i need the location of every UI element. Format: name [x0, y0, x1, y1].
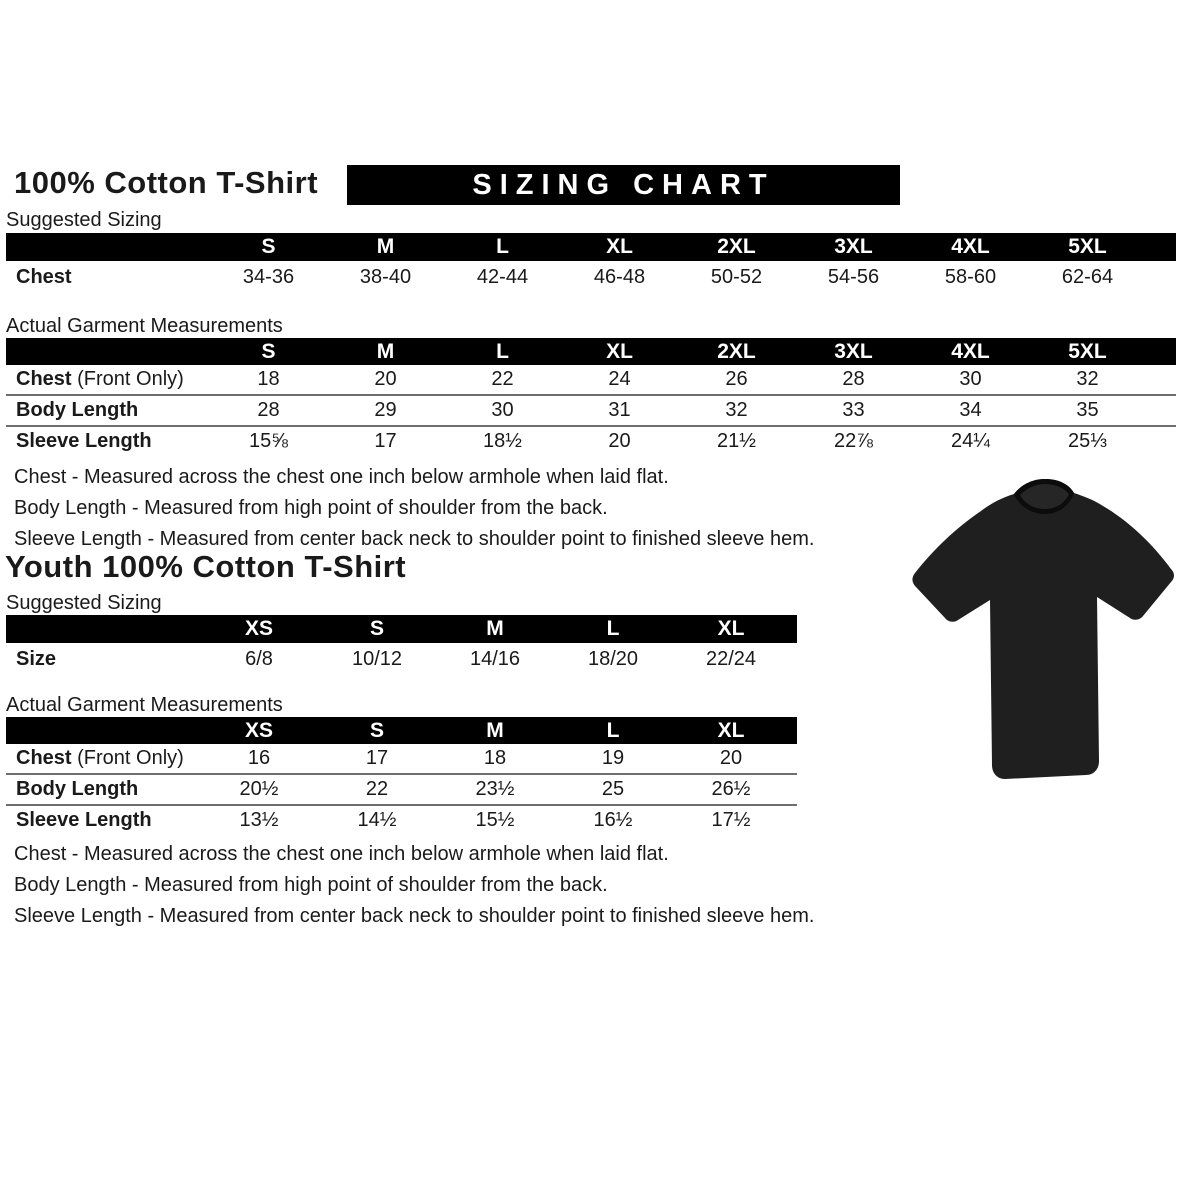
table-cell: 17 — [327, 426, 444, 456]
adult-actual-measurements-label: Actual Garment Measurements — [6, 315, 283, 337]
table-cell: 23½ — [436, 774, 554, 805]
row-label: Sleeve Length — [6, 805, 200, 835]
row-label: Sleeve Length — [6, 426, 210, 456]
row-label: Size — [16, 648, 57, 670]
header-cell-empty — [6, 338, 210, 365]
table-cell: 34-36 — [242, 266, 295, 288]
table-cell-spacer — [1146, 395, 1176, 426]
table-row-size — [6, 643, 797, 676]
table-cell-spacer — [1146, 426, 1176, 456]
header-row — [6, 717, 797, 744]
header-cell: S — [210, 338, 327, 365]
note-sleeve-length: Sleeve Length - Measured from center back neck to shoulder point to finished sleeve hem. — [14, 528, 815, 550]
youth-suggested-sizing-table — [6, 615, 797, 676]
table-cell: 16½ — [554, 805, 672, 835]
header-cell: XL — [672, 717, 790, 744]
header-row — [6, 615, 797, 643]
row-label: Chest (Front Only) — [16, 747, 184, 769]
table-cell-spacer — [790, 774, 797, 805]
tshirt-image — [893, 470, 1193, 810]
row-label: Body Length — [6, 774, 200, 805]
header-cell: 5XL — [1029, 233, 1146, 261]
table-row-body-length — [6, 774, 797, 805]
table-cell: 58-60 — [944, 266, 997, 288]
note-body-length: Body Length - Measured from high point of shoulder from the back. — [14, 497, 608, 519]
table-cell: 20 — [374, 368, 397, 390]
table-row-body-length — [6, 395, 1176, 426]
table-cell: 28 — [210, 395, 327, 426]
header-cell: L — [444, 338, 561, 365]
table-cell: 20½ — [200, 774, 318, 805]
header-cell-empty — [6, 615, 200, 643]
table-cell: 21½ — [678, 426, 795, 456]
table-row — [6, 261, 1176, 294]
table-cell: 18½ — [444, 426, 561, 456]
adult-actual-measurements-table — [6, 338, 1176, 456]
table-cell: 10/12 — [351, 648, 403, 670]
table-cell: 50-52 — [710, 266, 763, 288]
table-cell: 30 — [444, 395, 561, 426]
table-cell: 25⅓ — [1029, 426, 1146, 456]
table-cell: 22⅞ — [795, 426, 912, 456]
table-cell: 20 — [719, 747, 743, 769]
header-cell: 3XL — [795, 338, 912, 365]
table-cell: 29 — [327, 395, 444, 426]
table-cell: 42-44 — [476, 266, 529, 288]
table-cell: 54-56 — [827, 266, 880, 288]
header-cell: S — [318, 615, 436, 643]
header-cell: XL — [561, 338, 678, 365]
table-cell: 13½ — [200, 805, 318, 835]
table-cell: 16 — [247, 747, 271, 769]
row-label: Chest — [16, 266, 72, 288]
adult-title: 100% Cotton T-Shirt — [14, 165, 319, 200]
table-row-sleeve-length — [6, 426, 1176, 456]
table-cell: 32 — [678, 395, 795, 426]
row-label: Chest (Front Only) — [16, 368, 184, 390]
header-cell: M — [436, 615, 554, 643]
table-row-chest — [6, 365, 1176, 395]
header-cell: 3XL — [795, 233, 912, 261]
header-cell-spacer — [1146, 233, 1176, 261]
table-cell-spacer — [1146, 365, 1176, 395]
header-cell: M — [327, 338, 444, 365]
table-cell: 26½ — [672, 774, 790, 805]
table-cell: 34 — [912, 395, 1029, 426]
table-cell: 28 — [842, 368, 865, 390]
table-cell: 25 — [554, 774, 672, 805]
header-cell: 5XL — [1029, 338, 1146, 365]
header-row — [6, 233, 1176, 261]
row-label: Body Length — [6, 395, 210, 426]
header-cell: 2XL — [678, 233, 795, 261]
table-cell-spacer — [1146, 261, 1176, 294]
note-chest: Chest - Measured across the chest one inch below armhole when laid flat. — [14, 466, 669, 488]
table-cell: 14½ — [318, 805, 436, 835]
adult-suggested-sizing-label: Suggested Sizing — [6, 209, 162, 231]
table-cell: 22 — [318, 774, 436, 805]
header-cell: M — [436, 717, 554, 744]
header-cell: XL — [672, 615, 790, 643]
table-cell-spacer — [790, 744, 797, 774]
header-cell: M — [327, 233, 444, 261]
header-cell: 4XL — [912, 338, 1029, 365]
table-cell: 24 — [608, 368, 631, 390]
table-cell: 14/16 — [469, 648, 521, 670]
note-chest: Chest - Measured across the chest one inch below armhole when laid flat. — [14, 843, 669, 865]
table-cell: 35 — [1029, 395, 1146, 426]
table-cell: 6/8 — [245, 648, 273, 670]
table-cell: 18 — [483, 747, 507, 769]
note-sleeve-length: Sleeve Length - Measured from center back neck to shoulder point to finished sleeve hem. — [14, 905, 815, 927]
header-cell: S — [318, 717, 436, 744]
table-cell: 18/20 — [587, 648, 639, 670]
table-cell: 19 — [601, 747, 625, 769]
table-cell: 17 — [365, 747, 389, 769]
table-cell: 31 — [561, 395, 678, 426]
table-cell: 17½ — [672, 805, 790, 835]
youth-suggested-sizing-label: Suggested Sizing — [6, 592, 162, 614]
table-cell: 38-40 — [359, 266, 412, 288]
header-cell: S — [210, 233, 327, 261]
header-cell: XS — [200, 615, 318, 643]
table-cell: 26 — [725, 368, 748, 390]
header-cell-spacer — [1146, 338, 1176, 365]
table-cell: 30 — [959, 368, 982, 390]
table-cell: 33 — [795, 395, 912, 426]
table-cell: 22 — [491, 368, 514, 390]
table-cell: 46-48 — [593, 266, 646, 288]
header-cell: L — [554, 615, 672, 643]
table-cell: 62-64 — [1061, 266, 1114, 288]
table-cell: 32 — [1076, 368, 1099, 390]
table-row-sleeve-length — [6, 805, 797, 835]
table-cell: 24¼ — [912, 426, 1029, 456]
table-cell: 18 — [257, 368, 280, 390]
table-cell: 22/24 — [705, 648, 757, 670]
adult-suggested-sizing-table — [6, 233, 1176, 294]
youth-title: Youth 100% Cotton T-Shirt — [5, 549, 407, 584]
header-cell: 4XL — [912, 233, 1029, 261]
sizing-chart-banner-label: SIZING CHART — [472, 168, 775, 201]
header-cell: 2XL — [678, 338, 795, 365]
header-cell: XS — [200, 717, 318, 744]
table-cell: 15½ — [436, 805, 554, 835]
header-cell-spacer — [790, 717, 797, 744]
youth-actual-measurements-table — [6, 717, 797, 835]
header-cell: L — [444, 233, 561, 261]
header-cell-empty — [6, 717, 200, 744]
adult-notes — [14, 466, 814, 559]
youth-actual-measurements-label: Actual Garment Measurements — [6, 694, 283, 716]
header-cell-spacer — [790, 615, 797, 643]
table-cell-spacer — [790, 643, 797, 676]
header-row — [6, 338, 1176, 365]
table-cell-spacer — [790, 805, 797, 835]
header-cell: XL — [561, 233, 678, 261]
header-cell: L — [554, 717, 672, 744]
note-body-length: Body Length - Measured from high point of shoulder from the back. — [14, 874, 608, 896]
table-cell: 20 — [561, 426, 678, 456]
tshirt-silhouette-icon — [893, 470, 1193, 810]
table-cell: 15⅝ — [210, 426, 327, 456]
header-cell-empty — [6, 233, 210, 261]
youth-notes — [14, 843, 814, 936]
sizing-chart-banner — [347, 165, 900, 205]
table-row-chest — [6, 744, 797, 774]
